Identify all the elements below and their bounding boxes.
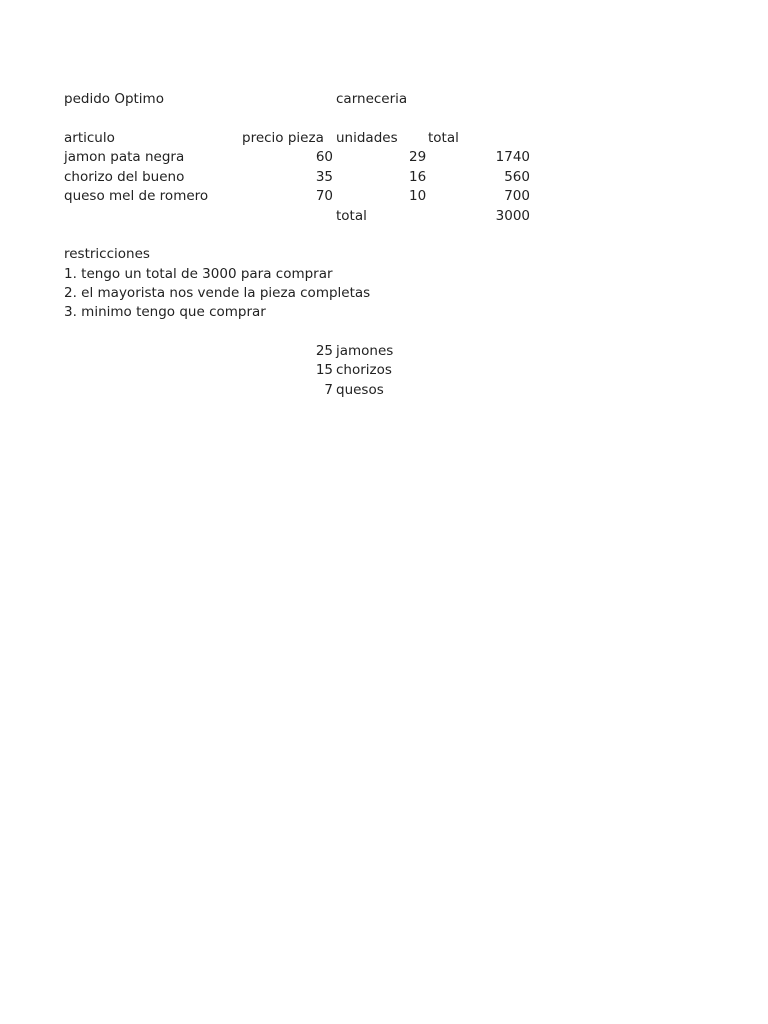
restriction-item: 2. el mayorista nos vende la pieza completas bbox=[64, 285, 371, 301]
column-header-precio: precio pieza bbox=[242, 130, 324, 146]
minimum-qty: 25 bbox=[315, 343, 333, 359]
cell-precio: 70 bbox=[315, 188, 333, 204]
column-header-unidades: unidades bbox=[336, 130, 398, 146]
cell-total: 700 bbox=[504, 188, 530, 204]
cell-articulo: jamon pata negra bbox=[64, 149, 185, 165]
cell-unidades: 16 bbox=[409, 169, 427, 185]
minimum-item: quesos bbox=[336, 382, 384, 398]
total-label: total bbox=[336, 208, 367, 224]
cell-total: 1740 bbox=[495, 149, 530, 165]
column-header-total: total bbox=[428, 130, 459, 146]
column-header-articulo: articulo bbox=[64, 130, 115, 146]
minimum-qty: 15 bbox=[315, 362, 333, 378]
cell-total: 560 bbox=[504, 169, 530, 185]
cell-precio: 35 bbox=[315, 169, 333, 185]
minimum-item: chorizos bbox=[336, 362, 392, 378]
cell-precio: 60 bbox=[315, 149, 333, 165]
restriction-item: 1. tengo un total de 3000 para comprar bbox=[64, 266, 333, 282]
restriction-item: 3. minimo tengo que comprar bbox=[64, 304, 266, 320]
cell-articulo: queso mel de romero bbox=[64, 188, 209, 204]
cell-unidades: 29 bbox=[409, 149, 427, 165]
minimum-qty: 7 bbox=[324, 382, 333, 398]
restrictions-heading: restricciones bbox=[64, 246, 150, 262]
minimum-item: jamones bbox=[336, 343, 394, 359]
total-value: 3000 bbox=[495, 208, 530, 224]
cell-unidades: 10 bbox=[409, 188, 427, 204]
cell-articulo: chorizo del bueno bbox=[64, 169, 185, 185]
document-title: pedido Optimo bbox=[64, 91, 164, 107]
shop-name: carneceria bbox=[336, 91, 408, 107]
